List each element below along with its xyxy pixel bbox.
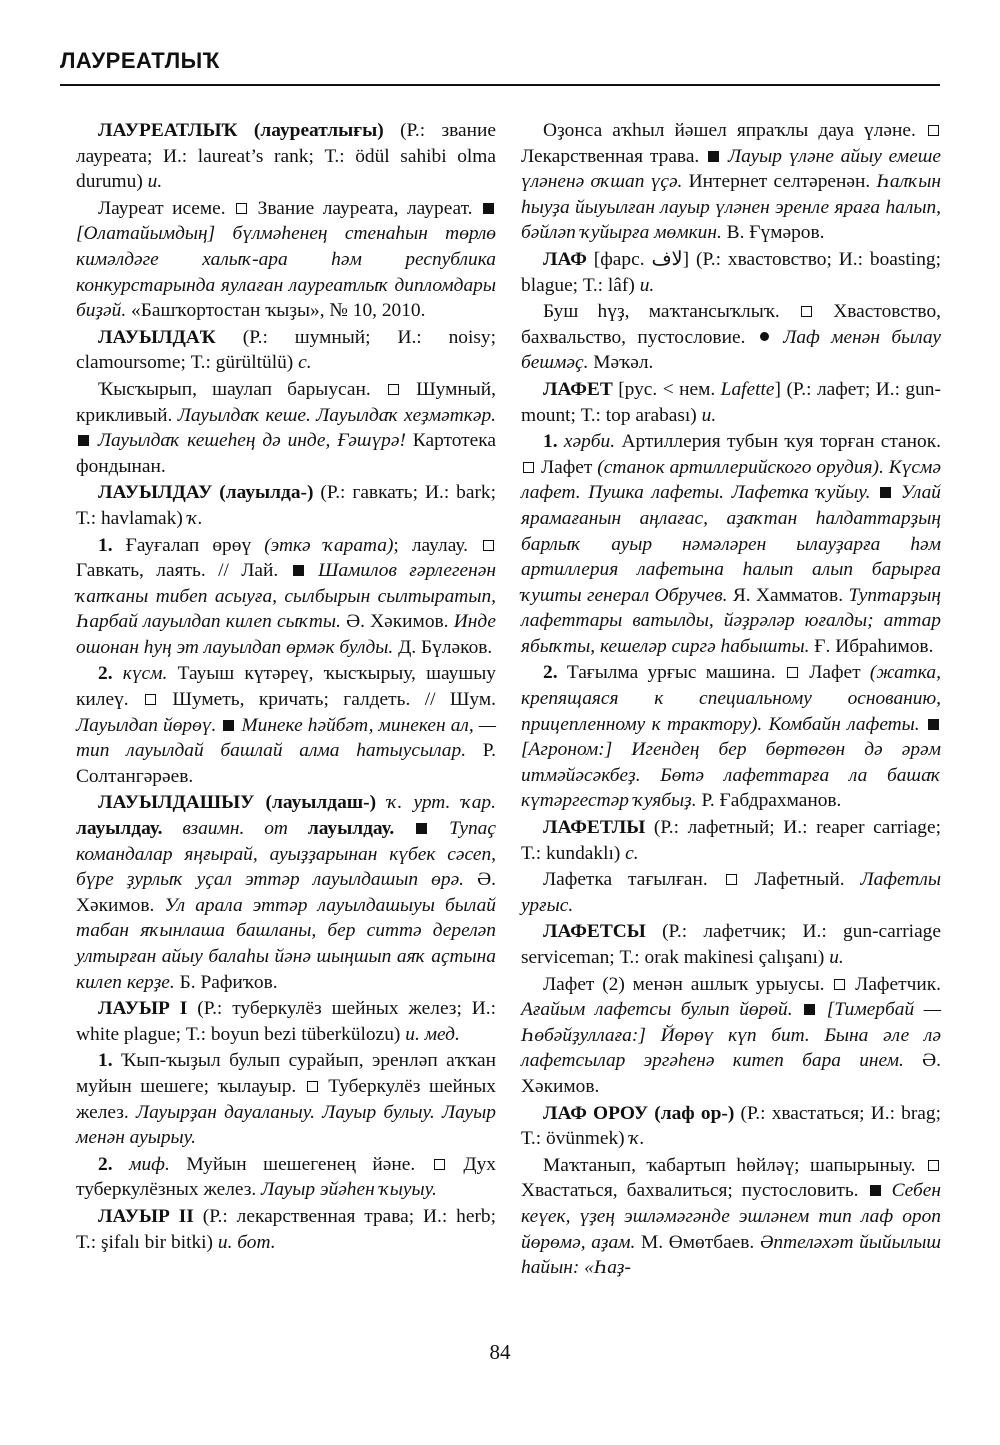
example: Себен кеүек, үҙең эшләмәгәнде эшләнем тип лаф ороп йөрөмә, аҙам. bbox=[521, 1180, 941, 1253]
source: В. Ғүмәров. bbox=[726, 222, 825, 244]
white-square-icon bbox=[726, 874, 737, 885]
source: Ә. Хәкимов. bbox=[76, 869, 496, 916]
source: М. Өмөтбаев. bbox=[641, 1231, 755, 1253]
example: Улай ярамағанын аңлағас, аҙаҡтан һалдаттарҙың барлыҡ ауыр нәмәләрен ылауҙарға һәм артиллерия лафетына һалып алып барырға ҡушты генерал Обручев. bbox=[521, 482, 941, 606]
etymology: [фарс. bbox=[593, 248, 645, 270]
russian-equivalent: Туберкулёз шейных желез. bbox=[76, 1075, 496, 1123]
definition: Артиллерия тубын ҡуя торған станок. bbox=[621, 431, 942, 453]
entry-lauyr-1 bbox=[76, 996, 496, 1047]
example: Лауылдаҡ кешеһең дә инде, Ғәшүрә! bbox=[97, 430, 406, 452]
entry-lafet bbox=[521, 377, 941, 428]
right-column bbox=[521, 118, 941, 1282]
white-square-icon bbox=[307, 1081, 318, 1092]
header-rule bbox=[60, 84, 940, 86]
entry-lafet-sense-2 bbox=[521, 660, 941, 814]
source: Ә. Хәкимов. bbox=[521, 1050, 941, 1097]
entry-laureatlyk bbox=[76, 118, 496, 195]
russian-gloss: (жатка, крепящаяся к специальному основанию, прицепленному к трактору). bbox=[521, 662, 941, 735]
definition: Буш һүҙ, маҡтансыҡлыҡ. bbox=[543, 301, 780, 323]
white-square-icon bbox=[523, 462, 534, 473]
translations: (Р.: туберкулёз шейных желез; И.: white plague; Т.: boyun bezi tüberkülozu) bbox=[76, 998, 497, 1045]
white-square-icon bbox=[483, 540, 494, 551]
entry-lauyr-2-definition bbox=[521, 118, 941, 246]
russian-equivalent: Лафет bbox=[809, 662, 861, 684]
entry-lafetsy-definition bbox=[521, 972, 941, 1100]
russian-equivalent: Дух туберкулёзных желез. bbox=[76, 1153, 496, 1201]
headword: ЛАУЫЛДАҠ bbox=[98, 326, 216, 348]
black-square-icon bbox=[880, 487, 891, 498]
etymology: [рус. < нем. bbox=[618, 378, 716, 400]
example: Лауырҙан дауаланыу. Лауыр булыу. Лауыр менән ауырыу. bbox=[76, 1101, 496, 1149]
translations: (Р.: лафет; И.: gun-mount; Т.: top arabası) bbox=[521, 378, 941, 426]
etymology-close: ] bbox=[774, 378, 781, 400]
arabic-script: لاف bbox=[651, 248, 683, 270]
entry-lauyldau-sense-1 bbox=[76, 533, 496, 661]
source: «Башҡортостан ҡыҙы», № 10, 2010. bbox=[131, 300, 426, 322]
headword: ЛАФ bbox=[543, 248, 587, 270]
example: Лафетлы урғыс. bbox=[521, 869, 941, 916]
example: [Агроном:] Игендең бер бөртөгөн дә әрәм итмәйәсәкбеҙ. Бөтә лафеттарға ла башаҡ күтәргестәр ҡуябыҙ. bbox=[521, 739, 941, 812]
part-of-speech: и. bbox=[701, 404, 717, 426]
headword: ЛАФ ОРОУ (лаф ор-) bbox=[543, 1102, 735, 1124]
usage-mark: миф. bbox=[129, 1153, 170, 1175]
white-square-icon bbox=[787, 667, 798, 678]
black-square-icon bbox=[223, 720, 234, 731]
source: Ғ. Ибраһимов. bbox=[814, 635, 934, 657]
translations: (Р.: хвастовство; И.: boasting; blague; Т.: lâf) bbox=[521, 248, 941, 296]
definition: Лауреат исеме. bbox=[98, 197, 226, 219]
entry-laf-orou bbox=[521, 1101, 941, 1152]
part-of-speech: и. мед. bbox=[405, 1023, 460, 1045]
sense-number: 2. bbox=[98, 663, 113, 685]
note: (эткә ҡарата) bbox=[264, 534, 394, 556]
translations: (Р.: гавкать; И.: bark; Т.: havlamak) bbox=[76, 482, 496, 529]
definition: Ҡып-ҡыҙыл булып сурайып, эренләп аҡҡан муйын шешеге; ҡылауыр. bbox=[76, 1050, 496, 1097]
left-column bbox=[76, 118, 496, 1256]
headword: ЛАУЫЛДАШЫУ (лауылдаш-) bbox=[98, 792, 377, 814]
black-square-icon bbox=[293, 565, 304, 576]
source: Ә. Хәкимов. bbox=[346, 611, 449, 633]
headword: ЛАФЕТ bbox=[543, 378, 613, 400]
entry-laureatlyk-definition bbox=[76, 196, 496, 324]
entry-lauyldak-definition bbox=[76, 377, 496, 479]
sense-number: 1. bbox=[543, 431, 558, 453]
definition: Ғауғалап өрөү bbox=[125, 534, 252, 556]
example: Лауыр үләне айыу емеше үләненә оҡшап үҫә. bbox=[521, 145, 942, 193]
definition: Тағылма урғыс машина. bbox=[566, 662, 776, 684]
usage-mark: хәрби. bbox=[563, 431, 616, 453]
proverb: Лаф менән былау бешмәҫ. bbox=[521, 326, 941, 374]
entry-lafetly-definition bbox=[521, 867, 941, 918]
definition: Муйын шешегенең йәне. bbox=[186, 1153, 416, 1175]
page-number: 84 bbox=[489, 1340, 511, 1364]
russian-equivalent: Шумный, крикливый. bbox=[76, 378, 496, 426]
russian-equivalent: Хвастаться, бахвалиться; пустословить. bbox=[521, 1180, 859, 1202]
russian-equivalent: Хвастовство, бахвальство, пустословие. bbox=[521, 301, 941, 348]
russian-equivalent: Лафетчик. bbox=[855, 973, 941, 995]
source: Д. Бүләков. bbox=[398, 636, 493, 658]
white-square-icon bbox=[801, 306, 812, 317]
headword: ЛАФЕТЛЫ bbox=[543, 817, 646, 839]
definition: ; лаулау. bbox=[393, 534, 468, 556]
source: Я. Хамматов. bbox=[732, 584, 844, 606]
example: Туптарҙың лафеттары ватылды, йәҙрәләр юғалды; аттар ябыҡты, кешеләр сиргә һабышты. bbox=[521, 584, 942, 657]
bullet-icon bbox=[760, 332, 769, 341]
entry-lauyr-1-sense-1 bbox=[76, 1048, 496, 1150]
russian-equivalent: Шуметь, кричать; галдеть. // Шум. bbox=[172, 689, 496, 711]
example: [Олатайымдың] бүлмәһенең стенаһын төрлө кимәлдәге халыҡ-ара һәм республика конкурстарында яулаған лауреатлыҡ дипломдары биҙәй. bbox=[76, 223, 496, 322]
entry-lauyldak bbox=[76, 325, 496, 376]
part-of-speech: и. bbox=[829, 947, 844, 968]
black-square-icon bbox=[870, 1185, 881, 1196]
definition: Лафетка тағылған. bbox=[543, 869, 708, 891]
entry-laf-definition bbox=[521, 299, 941, 376]
russian-equivalent: Лекарственная трава. bbox=[521, 145, 700, 167]
entry-laf bbox=[521, 247, 941, 298]
part-of-speech: ҡ. bbox=[187, 507, 203, 529]
example: Комбайн лафеты. bbox=[768, 713, 920, 735]
example: Инде ошонан һуң эт лауылдап өрмәк булды. bbox=[76, 611, 496, 658]
black-square-icon bbox=[928, 719, 939, 730]
source: Р. Солтангәрәев. bbox=[76, 740, 496, 787]
entry-lauyr-1-sense-2 bbox=[76, 1152, 496, 1203]
part-of-speech: с. bbox=[298, 352, 312, 374]
black-square-icon bbox=[483, 203, 494, 214]
example: Лауыр эйәһен ҡыуыу. bbox=[261, 1179, 437, 1201]
usage-mark: күсм. bbox=[122, 663, 168, 685]
white-square-icon bbox=[434, 1159, 445, 1170]
black-square-icon bbox=[708, 151, 719, 162]
entry-lafetly bbox=[521, 815, 941, 866]
part-of-speech: и. bbox=[639, 274, 655, 296]
headword: ЛАУРЕАТЛЫҠ (лауреатлығы) bbox=[98, 120, 384, 141]
sense-number: 1. bbox=[98, 1050, 113, 1072]
white-square-icon bbox=[236, 203, 247, 214]
part-of-speech: ҡ. bbox=[629, 1128, 645, 1150]
white-square-icon bbox=[145, 694, 156, 705]
example: Ағайым лафетсы булып йөрөй. bbox=[521, 999, 793, 1021]
source: Р. Ғабдрахманов. bbox=[701, 790, 842, 812]
entry-lafetsy bbox=[521, 919, 941, 970]
headword: ЛАФЕТСЫ bbox=[543, 921, 646, 943]
headword: ЛАУЫР I bbox=[98, 998, 188, 1020]
black-square-icon bbox=[804, 1004, 815, 1015]
part-of-speech: ҡ. урт. ҡар. bbox=[387, 792, 496, 814]
translations: (Р.: лекарственная трава; И.: herb; Т.: şifalı bir bitki) bbox=[76, 1205, 496, 1253]
translations: (Р.: лафетный; И.: reaper carriage; Т.: kundaklı) bbox=[521, 817, 941, 864]
definition: Ҡысҡырып, шаулап барыусан. bbox=[98, 378, 371, 400]
white-square-icon bbox=[388, 384, 399, 395]
etymology-close: ] bbox=[682, 248, 690, 270]
sense-number: 2. bbox=[543, 662, 558, 684]
headword: ЛАУЫЛДАУ (лауылда-) bbox=[98, 482, 314, 504]
black-square-icon bbox=[416, 823, 427, 834]
white-square-icon bbox=[928, 125, 939, 136]
example: Һалҡын һыуҙа йыуылған лауыр үләнен эренле яраға һалып, бәйләп ҡуйырға мөмкин. bbox=[521, 171, 941, 244]
russian-gloss: (станок артиллерийского орудия). bbox=[597, 456, 884, 478]
part-of-speech: с. bbox=[625, 842, 639, 864]
sense-number: 1. bbox=[98, 534, 113, 556]
example: Тупаҫ командалар яңғырай, ауыҙҙарынан күбек сәсеп, бүре ҙурлыҡ уҫал эттәр лауылдашып өрә. bbox=[76, 818, 496, 891]
entry-lafet-sense-1 bbox=[521, 429, 941, 659]
russian-equivalent: Звание лауреата, лауреат. bbox=[257, 197, 473, 219]
source: Б. Рафиҡов. bbox=[179, 971, 278, 993]
translations: (Р.: хвастаться; И.: brag; Т.: övünmek) bbox=[521, 1102, 941, 1150]
definition: Маҡтанып, ҡабартып һөйләү; шапырыныу. bbox=[543, 1154, 916, 1176]
source: Мәҡәл. bbox=[593, 352, 654, 374]
translations: (Р.: шумный; И.: noisy; clamoursome; Т.: gürültülü) bbox=[76, 326, 496, 374]
running-header bbox=[60, 48, 940, 86]
example: Әптеләхәт йыйылыш һайын: «Һаҙ- bbox=[521, 1231, 941, 1279]
sense-number: 2. bbox=[98, 1153, 113, 1175]
definition: Лафет (2) менән ашлыҡ урыусы. bbox=[543, 973, 825, 995]
entry-lauyldau bbox=[76, 480, 496, 531]
definition: Тауыш күтәреү, ҡысҡырыу, шаушыу килеү. bbox=[76, 663, 497, 711]
white-square-icon bbox=[834, 979, 845, 990]
etymon: Lafette bbox=[720, 378, 775, 400]
example: Ул арала эттәр лауылдашыуы былай табан яҡынлаша башланы, бер ситтә дереләп ултырған айыу балаһы йәнә шыңшып аяҡ аҫтына килеп керҙе. bbox=[76, 894, 496, 993]
black-square-icon bbox=[78, 435, 89, 446]
source: Интернет селтәренән. bbox=[688, 171, 871, 193]
entry-laf-orou-definition bbox=[521, 1153, 941, 1281]
example: Лауылдап йөрөү. bbox=[76, 714, 217, 736]
headword: ЛАУЫР II bbox=[98, 1205, 194, 1227]
translations: (Р.: лафетчик; И.: gun-carriage serviceman; Т.: orak makinesi çalışanı) bbox=[521, 921, 941, 968]
part-of-speech: и. bbox=[147, 171, 163, 193]
example: Лауылдаҡ кеше. Лауылдаҡ хеҙмәткәр. bbox=[177, 404, 496, 426]
definition: Оҙонса аҡһыл йәшел япраҡлы дауа үләне. bbox=[543, 120, 916, 141]
running-title: ЛАУРЕАТЛЫҠ bbox=[60, 48, 220, 73]
part-of-speech: и. бот. bbox=[217, 1231, 276, 1253]
white-square-icon bbox=[928, 1160, 939, 1171]
example: Минеке һәйбәт, минекен ал, — тип лауылдай башлай алма һатыусылар. bbox=[76, 714, 496, 762]
russian-equivalent: Лафетный. bbox=[754, 869, 845, 891]
example: Шамилов ғәрлегенән ҡапҡаны тибеп асыуға, сылбырын сылтыратып, Һарбай лауылдап килеп сыҡты. bbox=[76, 560, 496, 633]
russian-equivalent: Гавкать, лаять. // Лай. bbox=[76, 560, 279, 582]
translations: (Р.: звание лауреата; И.: laureat’s rank; Т.: ödül sahibi olma durumu) bbox=[76, 120, 496, 193]
cross-reference: лауылдау. bbox=[307, 818, 395, 840]
entry-lauyr-2 bbox=[76, 1204, 496, 1255]
entry-lauyldashyu bbox=[76, 790, 496, 995]
russian-equivalent: Лафет bbox=[540, 456, 593, 478]
russian-note: взаимн. от bbox=[182, 818, 288, 840]
example: Күсмә лафет. Пушка лафеты. Лафетка ҡуйыу. bbox=[521, 456, 941, 504]
source: Картотека фондынан. bbox=[76, 430, 496, 477]
example: [Тимербай — Һөбәйҙуллаға:] Йөрөү күп бит. Бына әле лә лафетсылар эргәһенә китеп бара инем. bbox=[521, 999, 941, 1072]
entry-lauyldau-sense-2 bbox=[76, 661, 496, 789]
cross-reference: лауылдау. bbox=[76, 818, 163, 840]
